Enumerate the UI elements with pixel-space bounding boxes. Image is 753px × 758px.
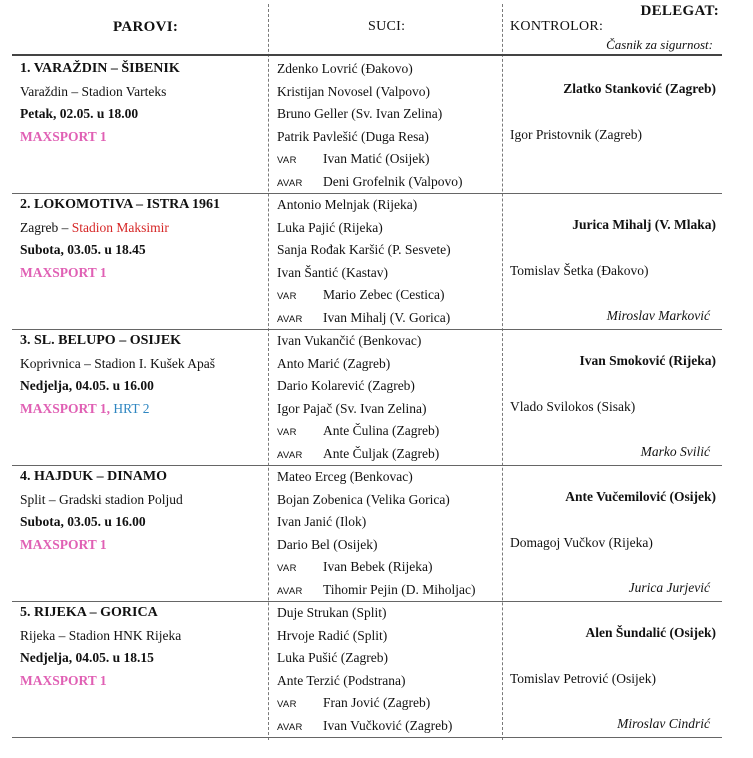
referee: Antonio Melnjak (Rijeka) — [277, 197, 418, 212]
avar-tag: AVAR — [277, 721, 303, 733]
delegat-name: Alen Šundalić (Osijek) — [585, 625, 716, 640]
delegat-name: Zlatko Stanković (Zagreb) — [563, 81, 716, 96]
var-tag: VAR — [277, 291, 297, 303]
match-tv — [20, 262, 270, 285]
var-referee: Mario Zebec (Cestica) — [323, 287, 445, 303]
referee: Patrik Pavlešić (Duga Resa) — [277, 128, 429, 144]
referee: Sanja Rođak Karšić (P. Sesvete) — [277, 242, 451, 258]
avar-referee: Ante Čuljak (Zagreb) — [323, 445, 440, 461]
var-tag: VAR — [277, 155, 297, 167]
header-kontrolor: KONTROLOR: — [510, 19, 604, 34]
avar-tag: AVAR — [277, 177, 303, 189]
match-block-4 — [10, 466, 723, 602]
match-title: 3. SL. BELUPO – OSIJEK — [20, 333, 182, 348]
tv-channel: MAXSPORT 1, — [20, 400, 114, 416]
header-suci: SUCI: — [368, 19, 406, 34]
casnik-name: Miroslav Marković — [606, 308, 710, 323]
var-row — [277, 420, 507, 443]
var-tag: VAR — [277, 699, 297, 711]
match-datetime: Nedjelja, 04.05. u 18.15 — [20, 650, 154, 666]
avar-row — [277, 443, 507, 466]
match-info — [20, 602, 270, 692]
match-title: 4. HAJDUK – DINAMO — [20, 469, 167, 484]
kontrolor-name: Tomislav Petrović (Osijek) — [510, 671, 657, 686]
match-tv — [20, 398, 270, 421]
match-separator — [12, 737, 722, 738]
avar-row — [277, 579, 507, 602]
venue-text: Koprivnica – Stadion I. Kušek Apaš — [20, 355, 215, 371]
match-tv — [20, 670, 270, 693]
header-casnik: Časnik za sigurnost: — [606, 37, 713, 52]
var-referee: Ivan Matić (Osijek) — [323, 151, 430, 167]
match-tv — [20, 126, 270, 149]
match-tv — [20, 534, 270, 557]
casnik-name: Marko Svilić — [640, 444, 710, 459]
referee: Igor Pajač (Sv. Ivan Zelina) — [277, 400, 427, 416]
match-title: 2. LOKOMOTIVA – ISTRA 1961 — [20, 197, 221, 212]
var-tag: VAR — [277, 427, 297, 439]
match-info — [20, 58, 270, 148]
match-block-3 — [10, 330, 723, 466]
tv-channel: MAXSPORT 1 — [20, 672, 107, 688]
avar-tag: AVAR — [277, 313, 303, 325]
venue-text: Split – Gradski stadion Poljud — [20, 491, 183, 507]
referee: Dario Kolarević (Zagreb) — [277, 378, 415, 394]
match-info — [20, 330, 270, 420]
venue-text: Varaždin – Stadion Varteks — [20, 83, 167, 99]
referee: Anto Marić (Zagreb) — [277, 355, 391, 371]
match-datetime: Subota, 03.05. u 16.00 — [20, 514, 146, 530]
tv-channel: MAXSPORT 1 — [20, 128, 107, 144]
kontrolor-name: Vlado Svilokos (Sisak) — [510, 399, 636, 414]
referee: Zdenko Lovrić (Đakovo) — [277, 61, 413, 76]
match-info — [20, 466, 270, 556]
var-row — [277, 148, 507, 171]
avar-referee: Ivan Vučković (Zagreb) — [323, 717, 453, 733]
referee: Ivan Šantić (Kastav) — [277, 264, 388, 280]
match-datetime: Nedjelja, 04.05. u 16.00 — [20, 378, 154, 394]
kontrolor-name: Domagoj Vučkov (Rijeka) — [510, 535, 653, 550]
match-block-5 — [10, 602, 723, 738]
avar-referee: Tihomir Pejin (D. Miholjac) — [323, 581, 476, 597]
referee: Mateo Erceg (Benkovac) — [277, 469, 413, 484]
match-venue — [20, 489, 270, 512]
delegat-name: Ivan Smoković (Rijeka) — [579, 353, 716, 368]
match-venue — [20, 625, 270, 648]
referee: Kristijan Novosel (Valpovo) — [277, 83, 430, 99]
referees — [277, 58, 507, 194]
referee: Bojan Zobenica (Velika Gorica) — [277, 491, 450, 507]
referee: Luka Pušić (Zagreb) — [277, 650, 388, 666]
delegat-name: Ante Vučemilović (Osijek) — [565, 489, 716, 504]
referee: Ivan Janić (Ilok) — [277, 514, 367, 530]
match-info — [20, 194, 270, 284]
avar-tag: AVAR — [277, 585, 303, 597]
match-datetime: Petak, 02.05. u 18.00 — [20, 106, 139, 122]
avar-row — [277, 715, 507, 738]
venue-city: Zagreb – — [20, 219, 72, 235]
referee: Bruno Geller (Sv. Ivan Zelina) — [277, 106, 443, 122]
referee: Ante Terzić (Podstrana) — [277, 672, 406, 688]
avar-row — [277, 307, 507, 330]
match-venue — [20, 353, 270, 376]
casnik-name: Jurica Jurjević — [628, 580, 710, 595]
referee: Ivan Vukančić (Benkovac) — [277, 333, 422, 348]
casnik-name: Miroslav Cindrić — [617, 716, 710, 731]
var-row — [277, 556, 507, 579]
referee: Luka Pajić (Rijeka) — [277, 219, 383, 235]
avar-referee: Deni Grofelnik (Valpovo) — [323, 173, 463, 189]
tv-channel-2: HRT 2 — [113, 400, 150, 416]
referee: Hrvoje Radić (Split) — [277, 627, 388, 643]
venue-text: Rijeka – Stadion HNK Rijeka — [20, 627, 182, 643]
kontrolor-name: Igor Pristovnik (Zagreb) — [510, 127, 642, 142]
avar-row — [277, 171, 507, 194]
avar-tag: AVAR — [277, 449, 303, 461]
match-venue — [20, 217, 270, 240]
match-block-1 — [10, 58, 723, 194]
referees — [277, 602, 507, 738]
referees — [277, 194, 507, 330]
var-row — [277, 692, 507, 715]
match-block-2 — [10, 194, 723, 330]
header-delegat: DELEGAT: — [640, 3, 719, 19]
referee: Dario Bel (Osijek) — [277, 536, 378, 552]
referee-assignments-sheet — [10, 0, 723, 758]
avar-referee: Ivan Mihalj (V. Gorica) — [323, 309, 451, 325]
header-parovi: PAROVI: — [113, 19, 179, 35]
tv-channel: MAXSPORT 1 — [20, 264, 107, 280]
referee: Duje Strukan (Split) — [277, 605, 387, 620]
delegat-name: Jurica Mihalj (V. Mlaka) — [572, 217, 716, 232]
var-tag: VAR — [277, 563, 297, 575]
referees — [277, 330, 507, 466]
kontrolor-name: Tomislav Šetka (Đakovo) — [510, 263, 649, 278]
match-venue — [20, 81, 270, 104]
venue-stadium: Stadion Maksimir — [71, 219, 169, 235]
match-title: 5. RIJEKA – GORICA — [20, 605, 158, 620]
var-row — [277, 284, 507, 307]
var-referee: Fran Jović (Zagreb) — [323, 695, 431, 711]
tv-channel: MAXSPORT 1 — [20, 536, 107, 552]
referees — [277, 466, 507, 602]
match-title: 1. VARAŽDIN – ŠIBENIK — [20, 61, 180, 76]
var-referee: Ante Čulina (Zagreb) — [323, 423, 440, 439]
match-datetime: Subota, 03.05. u 18.45 — [20, 242, 146, 258]
header-rule — [12, 54, 722, 56]
var-referee: Ivan Bebek (Rijeka) — [323, 559, 433, 575]
